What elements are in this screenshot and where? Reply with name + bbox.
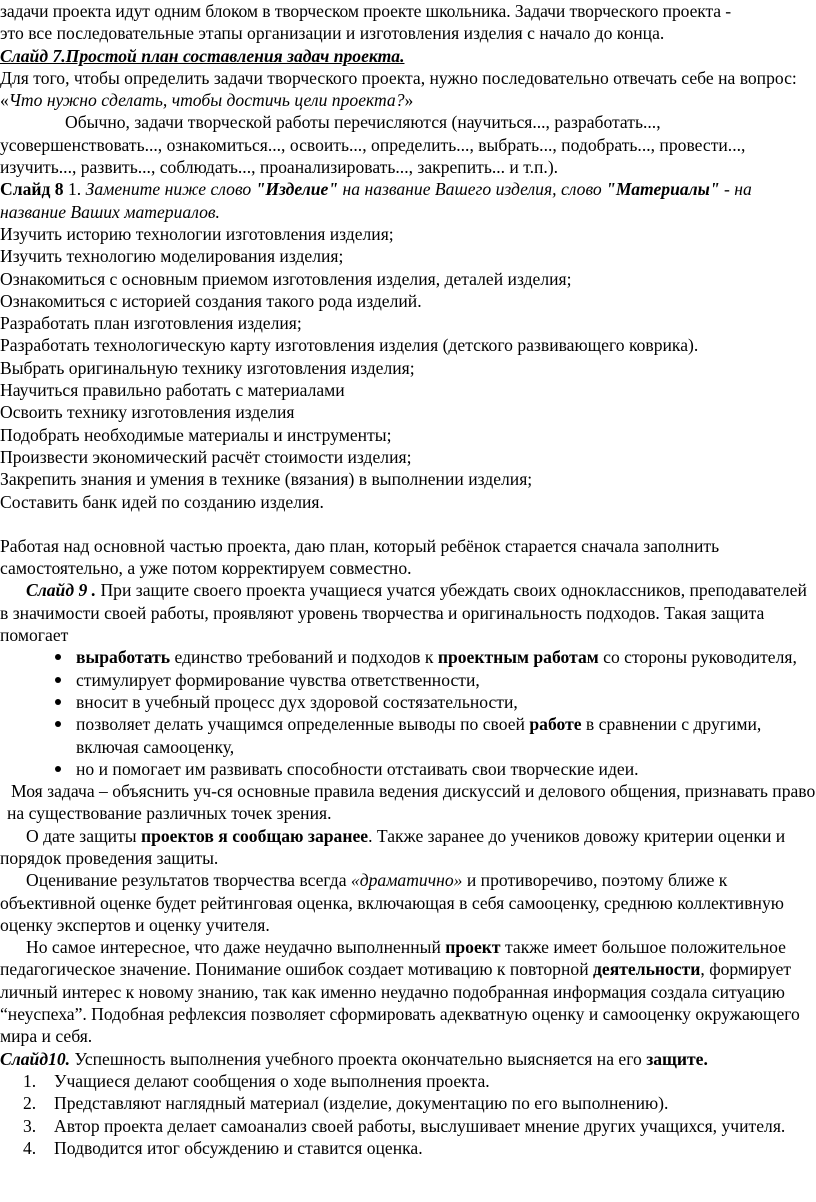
task-item: Разработать план изготовления изделия; — [0, 313, 302, 334]
blank-line — [0, 513, 816, 535]
slide10-numbered-list — [0, 1070, 816, 1159]
task-item: Выбрать оригинальную технику изготовления изделия; — [0, 357, 415, 378]
task-item: Произвести экономический расчёт стоимости изделия; — [0, 446, 412, 467]
slide9-bullet-list — [0, 646, 816, 780]
bullet-item: стимулирует формирование чувства ответственности, — [55, 669, 816, 691]
slide9-paragraph: Слайд 9 . При защите своего проекта учащиеся учатся убеждать своих одноклассников, преподавателей в значимости своей работы, проявляют уровень творчества и оригинальность подходов. Такая защита помогает — [0, 580, 807, 646]
work-paragraph: Работая над основной частью проекта, даю план, который ребёнок старается сначала заполнить самостоятельно, а уже потом корректируем совместно. — [0, 535, 720, 579]
task-item: Изучить историю технологии изготовления изделия; — [0, 223, 394, 244]
slide7-heading — [0, 45, 816, 67]
slide7-title: Простой план составления задач проекта. — [65, 45, 405, 66]
numbered-item: 4. Подводится итог обсуждению и ставится оценка. — [23, 1137, 423, 1158]
slide7-para-1: Для того, чтобы определить задачи творческого проекта, нужно последовательно отвечать себе на вопрос: «Что нужно сделать, чтобы достичь цели проекта?» — [0, 67, 797, 111]
slide7-label: Слайд 7. — [0, 45, 66, 66]
slide7-question: Что нужно сделать, чтобы достичь цели проекта? — [8, 90, 405, 111]
interest-paragraph: Но самое интересное, что даже неудачно выполненный проект также имеет большое положительное педагогическое значение. Понимание ошибок создает мотивацию к повторной деятельности, формирует личный интерес к новому знанию, так как именно неудачно подобранная информация создала ситуацию “неуспеха”. Подобная рефлексия позволяет сформировать адекватную оценку и самооценку окружающего мира и себя. — [0, 937, 800, 1047]
bullet-item: но и помогает им развивать способности отстаивать свои творческие идеи. — [55, 758, 816, 780]
task-paragraph: Моя задача – объяснить уч-ся основные правила ведения дискуссий и делового общения, признавать право на существование различных точек зрения. — [7, 781, 816, 824]
numbered-item: 3. Автор проекта делает самоанализ своей работы, выслушивает мнение других учащихся, учителя. — [23, 1115, 786, 1136]
task-item: Изучить технологию моделирования изделия; — [0, 246, 344, 267]
task-item: Ознакомиться с основным приемом изготовления изделия, деталей изделия; — [0, 268, 572, 289]
slide10-heading: Слайд10. Успешность выполнения учебного проекта окончательно выясняется на его защите. — [0, 1048, 708, 1069]
slide8-task-list — [0, 223, 816, 513]
slide10-label: Слайд10. — [0, 1048, 71, 1069]
task-item: Подобрать необходимые материалы и инструменты; — [0, 424, 392, 445]
bullet-item: позволяет делать учащимся определенные выводы по своей работе в сравнении с другими, включая самооценку, — [55, 713, 816, 758]
task-item: Закрепить знания и умения в технике (вязания) в выполнении изделия; — [0, 469, 533, 490]
intro-line-2: это все последовательные этапы организации и изготовления изделия с начало до конца. — [0, 23, 665, 44]
evaluation-paragraph: Оценивание результатов творчества всегда «драматично» и противоречиво, поэтому ближе к объективной оценке будет рейтинговая оценка, включающая в себя самооценку, среднюю коллективную оценку экспертов и оценку учителя. — [0, 870, 784, 935]
slide8-label: Слайд 8 — [0, 179, 64, 200]
task-item: Научиться правильно работать с материалами — [0, 380, 345, 401]
slide9-label: Слайд 9 . — [26, 580, 97, 601]
bullet-item: выработать единство требований и подходов к проектным работам со стороны руководителя, — [55, 646, 816, 668]
task-item: Составить банк идей по созданию изделия. — [0, 491, 324, 512]
bullet-item: вносит в учебный процесс дух здоровой состязательности, — [55, 691, 816, 713]
date-paragraph: О дате защиты проектов я сообщаю заранее. Также заранее до учеников довожу критерии оценки и порядок проведения защиты. — [0, 825, 786, 868]
slide8-instruction: Слайд 8 1. Замените ниже слово "Изделие" на название Вашего изделия, слово "Материалы" - на название Ваших материалов. — [0, 179, 752, 222]
task-item: Разработать технологическую карту изготовления изделия (детского развивающего коврика). — [0, 335, 699, 356]
task-item: Освоить технику изготовления изделия — [0, 402, 295, 423]
numbered-item: 2. Представляют наглядный материал (изделие, документацию по его выполнению). — [23, 1093, 669, 1114]
slide7-para-2: Обычно, задачи творческой работы перечисляются (научиться..., разработать..., усовершенствовать..., ознакомиться..., освоить..., определить..., выбрать..., подобрать..., провести..., изучить..., развить..., соблюдать..., проанализировать..., закрепить... и т.п.). — [0, 112, 746, 178]
numbered-item: 1. Учащиеся делают сообщения о ходе выполнения проекта. — [23, 1070, 490, 1091]
intro-line-1: задачи проекта идут одним блоком в творческом проекте школьника. Задачи творческого проекта - — [0, 1, 732, 21]
task-item: Ознакомиться с историей создания такого рода изделий. — [0, 290, 422, 311]
